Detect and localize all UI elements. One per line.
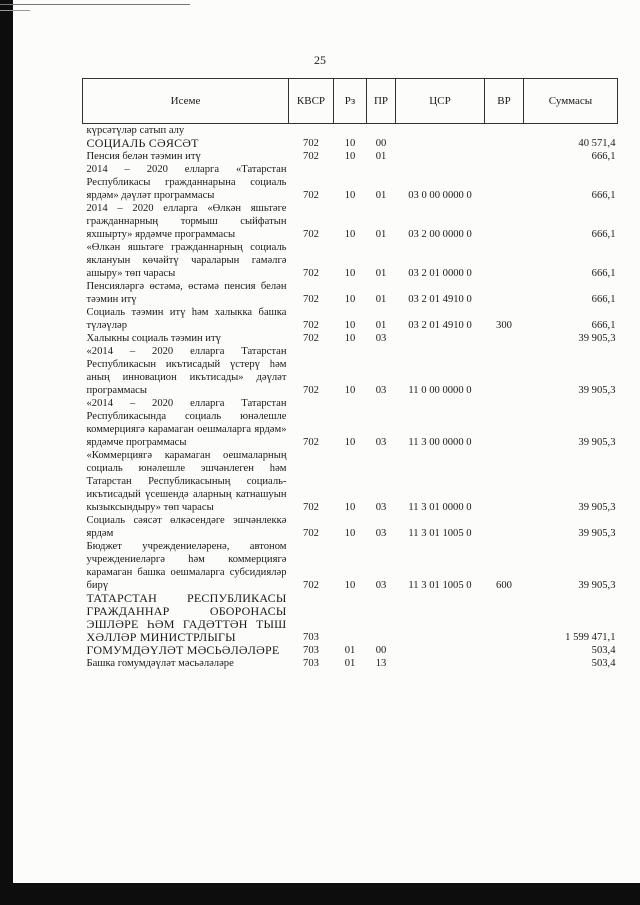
table-row	[83, 644, 618, 657]
row-rz: 10	[344, 437, 356, 448]
row-kvsr: 702	[303, 333, 319, 344]
row-sum: 39 905,3	[578, 385, 616, 396]
row-name: 2014 – 2020 елларга «Өлкән яшьтәге гражданнарның тормыш сыйфатын яхшырту» ярдәмче программасы	[86, 203, 287, 240]
row-pr: 00	[375, 138, 387, 149]
row-name: «Өлкән яшьтәге гражданнарның социаль яклануын көчәйтү чараларын гамәлгә ашыру» төп чарасы	[86, 242, 287, 279]
row-csr	[396, 137, 485, 150]
row-kvsr	[289, 124, 334, 138]
row-rz	[334, 592, 367, 644]
row-kvsr: 702	[303, 528, 319, 539]
row-sum: 666,1	[591, 320, 616, 331]
row-rz	[334, 124, 367, 138]
row-pr: 03	[375, 385, 387, 396]
row-csr: 03 0 00 0000 0	[408, 190, 472, 201]
row-sum: 1 599 471,1	[565, 632, 616, 643]
row-name: «2014 – 2020 елларга Татарстан Республикасын икътисадый үстерү һәм аның инновацион икътисады» дәүләт программасы	[86, 346, 287, 396]
table-row	[83, 540, 618, 592]
row-pr: 01	[375, 151, 387, 162]
header-name: Исеме	[83, 79, 289, 124]
row-kvsr: 702	[303, 190, 319, 201]
row-vr	[485, 150, 524, 163]
row-vr	[485, 163, 524, 202]
row-name: «2014 – 2020 елларга Татарстан Республикасында социаль юнәлешле коммерциягә карамаган оешмаларга ярдәм» ярдәмче программасы	[86, 398, 287, 448]
row-vr	[485, 592, 524, 644]
row-pr: 01	[375, 190, 387, 201]
row-sum: 666,1	[591, 190, 616, 201]
row-rz: 10	[344, 502, 356, 513]
row-vr	[485, 514, 524, 540]
header-pr: ПР	[367, 79, 396, 124]
row-vr	[485, 397, 524, 449]
row-sum: 40 571,4	[578, 138, 616, 149]
row-kvsr: 702	[303, 320, 319, 331]
row-csr: 03 2 01 4910 0	[408, 294, 472, 305]
row-csr: 03 2 01 4910 0	[408, 320, 472, 331]
row-sum: 39 905,3	[578, 437, 616, 448]
row-csr	[396, 657, 485, 670]
row-rz: 01	[344, 658, 356, 669]
row-vr	[485, 124, 524, 138]
row-pr: 01	[375, 268, 387, 279]
table-row	[83, 345, 618, 397]
row-vr	[485, 345, 524, 397]
scan-mark	[0, 10, 30, 11]
budget-table	[82, 78, 618, 670]
header-csr: ЦСР	[396, 79, 485, 124]
row-vr	[485, 449, 524, 514]
header-rz: Рз	[334, 79, 367, 124]
row-kvsr: 702	[303, 151, 319, 162]
row-csr: 11 3 01 0000 0	[408, 502, 472, 513]
table-row	[83, 397, 618, 449]
row-pr: 00	[375, 645, 387, 656]
row-rz: 10	[344, 151, 356, 162]
row-csr	[396, 150, 485, 163]
row-vr	[485, 332, 524, 345]
row-sum: 503,4	[591, 645, 616, 656]
row-kvsr: 702	[303, 385, 319, 396]
row-sum: 666,1	[591, 229, 616, 240]
row-csr: 03 2 00 0000 0	[408, 229, 472, 240]
row-vr	[485, 644, 524, 657]
row-name: ГОМУМДӘҮЛӘТ МӘСЬӘЛӘЛӘРЕ	[86, 643, 280, 657]
row-kvsr: 703	[303, 645, 319, 656]
row-kvsr: 703	[303, 632, 319, 643]
row-rz: 10	[344, 268, 356, 279]
table-row	[83, 150, 618, 163]
row-pr: 01	[375, 229, 387, 240]
row-name: Социаль сәясәт өлкәсендәге эшчәнлеккә ярдәм	[86, 515, 287, 539]
row-vr: 600	[496, 580, 512, 591]
row-name: СОЦИАЛЬ СӘЯСӘТ	[86, 136, 199, 150]
row-name: Башка гомумдәүләт мәсьәләләре	[86, 658, 234, 669]
row-pr: 13	[375, 658, 387, 669]
table-row	[83, 202, 618, 241]
row-pr: 01	[375, 320, 387, 331]
row-vr	[485, 241, 524, 280]
table-body	[83, 124, 618, 671]
table-row	[83, 280, 618, 306]
row-rz: 10	[344, 528, 356, 539]
row-sum: 39 905,3	[578, 502, 616, 513]
row-sum: 39 905,3	[578, 333, 616, 344]
row-sum: 39 905,3	[578, 580, 616, 591]
row-vr	[485, 657, 524, 670]
row-name: Пенсияләргә өстәмә, өстәмә пенсия белән тәэмин итү	[86, 281, 287, 305]
row-name: Социаль тәэмин итү һәм халыкка башка түләүләр	[86, 307, 287, 331]
row-vr	[485, 137, 524, 150]
table-row	[83, 137, 618, 150]
row-csr	[396, 124, 485, 138]
row-csr: 11 3 01 1005 0	[408, 528, 472, 539]
table-row	[83, 306, 618, 332]
header-kvsr: КВСР	[289, 79, 334, 124]
table-row	[83, 163, 618, 202]
page-number: 25	[314, 53, 326, 67]
row-rz: 10	[344, 385, 356, 396]
row-csr: 11 0 00 0000 0	[408, 385, 472, 396]
row-pr	[367, 592, 396, 644]
row-name: Бюджет учреждениеләренә, автоном учреждениеләргә һәм коммерциягә карамаган башка оешмаларга субсидияләр бирү	[86, 541, 287, 591]
row-kvsr: 702	[303, 294, 319, 305]
row-kvsr: 702	[303, 229, 319, 240]
row-sum: 666,1	[591, 151, 616, 162]
row-rz: 10	[344, 580, 356, 591]
table-row	[83, 657, 618, 670]
row-pr: 03	[375, 437, 387, 448]
table-header-row	[83, 79, 618, 124]
table-row	[83, 592, 618, 644]
row-sum	[524, 124, 618, 138]
row-pr: 03	[375, 333, 387, 344]
row-csr: 11 3 00 0000 0	[408, 437, 472, 448]
row-csr: 03 2 01 0000 0	[408, 268, 472, 279]
row-sum: 666,1	[591, 268, 616, 279]
row-vr: 300	[496, 320, 512, 331]
row-rz: 10	[344, 294, 356, 305]
row-kvsr: 702	[303, 437, 319, 448]
table-row	[83, 514, 618, 540]
row-rz: 10	[344, 229, 356, 240]
row-name: 2014 – 2020 елларга «Татарстан Республикасы гражданнарына социаль ярдәм» дәүләт программасы	[86, 164, 287, 201]
header-sum: Суммасы	[524, 79, 618, 124]
row-sum: 39 905,3	[578, 528, 616, 539]
table-row	[83, 241, 618, 280]
scan-mark	[0, 4, 190, 5]
row-name: «Коммерциягә карамаган оешмаларның социаль юнәлешле эшчәнлеген һәм Татарстан Республикасының социаль-икътисадый үсешендә аларның катнашуын кызыксындыру» төп чарасы	[86, 450, 287, 513]
row-name: Халыкны социаль тәэмин итү	[86, 333, 221, 344]
scan-edge-left	[0, 0, 13, 905]
row-rz: 10	[344, 190, 356, 201]
row-rz: 01	[344, 645, 356, 656]
row-vr	[485, 202, 524, 241]
row-pr: 03	[375, 528, 387, 539]
scan-edge-bottom	[0, 883, 640, 905]
row-kvsr: 702	[303, 580, 319, 591]
header-vr: ВР	[485, 79, 524, 124]
row-pr: 01	[375, 294, 387, 305]
row-name: күрсәтүләр сатып алу	[86, 125, 185, 136]
row-sum: 666,1	[591, 294, 616, 305]
row-sum: 503,4	[591, 658, 616, 669]
row-csr	[396, 644, 485, 657]
row-csr: 11 3 01 1005 0	[408, 580, 472, 591]
row-csr	[396, 592, 485, 644]
row-pr	[367, 124, 396, 138]
row-pr: 03	[375, 502, 387, 513]
row-rz: 10	[344, 333, 356, 344]
row-rz: 10	[344, 320, 356, 331]
row-name: Пенсия белән тәэмин итү	[86, 151, 201, 162]
row-kvsr: 703	[303, 658, 319, 669]
table-row	[83, 449, 618, 514]
table-row	[83, 124, 618, 138]
row-pr: 03	[375, 580, 387, 591]
row-csr	[396, 332, 485, 345]
row-rz: 10	[344, 138, 356, 149]
row-name: ТАТАРСТАН РЕСПУБЛИКАСЫ ГРАЖДАННАР ОБОРОНАСЫ ЭШЛӘРЕ ҺӘМ ГАДӘТТӘН ТЫШ ХӘЛЛӘР МИНИСТРЛЫГЫ	[86, 591, 287, 644]
table-row	[83, 332, 618, 345]
row-kvsr: 702	[303, 268, 319, 279]
row-kvsr: 702	[303, 138, 319, 149]
row-vr	[485, 280, 524, 306]
row-kvsr: 702	[303, 502, 319, 513]
